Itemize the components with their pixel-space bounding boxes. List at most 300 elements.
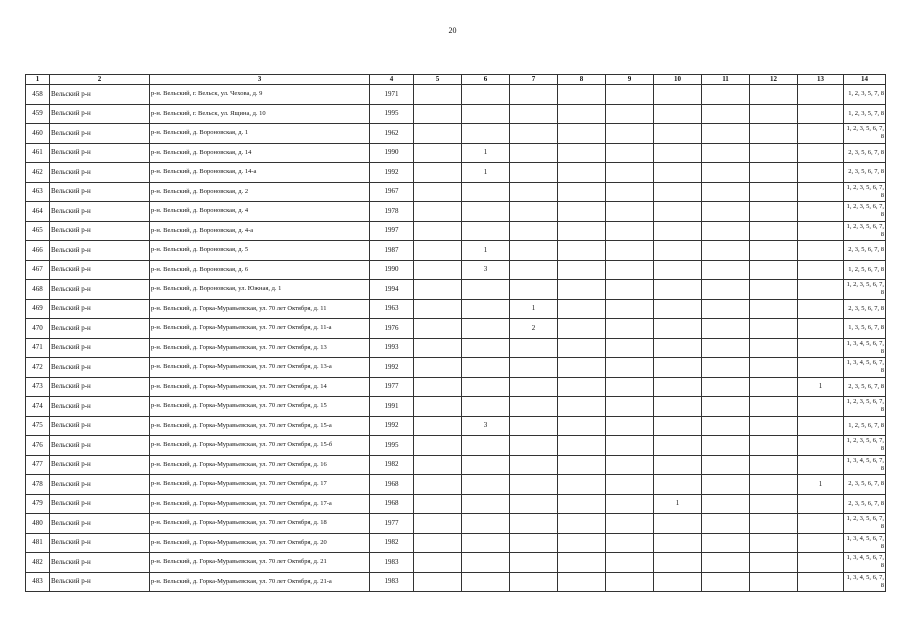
year-cell: 1994 [370, 280, 414, 300]
table-row [26, 182, 886, 202]
col5-cell [414, 260, 462, 280]
col12-cell [750, 202, 798, 222]
col8-cell [558, 124, 606, 144]
col13-cell [798, 124, 844, 144]
col10-cell [654, 260, 702, 280]
col5-cell [414, 124, 462, 144]
address-cell: р-н. Вельский, д. Горка-Муравьевская, ул. 70 лет Октября, д. 21 [150, 553, 370, 573]
col12-cell [750, 143, 798, 163]
col8-cell [558, 572, 606, 592]
col7-cell [510, 260, 558, 280]
col10-cell [654, 533, 702, 553]
col5-cell [414, 299, 462, 319]
col12-cell [750, 416, 798, 436]
col6-cell [462, 319, 510, 339]
col8-cell [558, 416, 606, 436]
col5-cell [414, 358, 462, 378]
district-cell: Вельский р-н [50, 163, 150, 183]
col8-cell [558, 553, 606, 573]
col10-cell [654, 143, 702, 163]
col8-cell [558, 221, 606, 241]
row-number: 476 [26, 436, 50, 456]
col9-cell [606, 455, 654, 475]
address-cell: р-н. Вельский, д. Горка-Муравьевская, ул. 70 лет Октября, д. 11-а [150, 319, 370, 339]
col8-cell [558, 319, 606, 339]
col14-cell: 1, 3, 5, 6, 7, 8 [844, 319, 886, 339]
col12-cell [750, 494, 798, 514]
col14-cell: 2, 3, 5, 6, 7, 8 [844, 494, 886, 514]
col7-cell [510, 416, 558, 436]
col11-cell [702, 260, 750, 280]
col7-cell: 1 [510, 299, 558, 319]
col8-cell [558, 358, 606, 378]
year-cell: 1971 [370, 85, 414, 105]
col12-cell [750, 85, 798, 105]
col12-cell [750, 260, 798, 280]
district-cell: Вельский р-н [50, 553, 150, 573]
col12-cell [750, 475, 798, 495]
col9-cell [606, 475, 654, 495]
col14-cell: 2, 3, 5, 6, 7, 8 [844, 241, 886, 261]
col12-cell [750, 455, 798, 475]
district-cell: Вельский р-н [50, 221, 150, 241]
year-cell: 1977 [370, 377, 414, 397]
col11-cell [702, 572, 750, 592]
col10-cell [654, 319, 702, 339]
district-cell: Вельский р-н [50, 397, 150, 417]
table-row [26, 338, 886, 358]
row-number: 480 [26, 514, 50, 534]
col6-cell [462, 104, 510, 124]
col14-cell: 2, 3, 5, 6, 7, 8 [844, 163, 886, 183]
district-cell: Вельский р-н [50, 280, 150, 300]
year-cell: 1983 [370, 572, 414, 592]
table-row [26, 377, 886, 397]
col10-cell [654, 241, 702, 261]
year-cell: 1992 [370, 163, 414, 183]
col5-cell [414, 241, 462, 261]
col8-cell [558, 533, 606, 553]
col12-cell [750, 241, 798, 261]
col6-cell [462, 514, 510, 534]
col8-cell [558, 85, 606, 105]
table-row [26, 533, 886, 553]
district-cell: Вельский р-н [50, 299, 150, 319]
col13-cell [798, 85, 844, 105]
col10-cell [654, 553, 702, 573]
table-row [26, 163, 886, 183]
address-cell: р-н. Вельский, д. Горка-Муравьевская, ул. 70 лет Октября, д. 17-а [150, 494, 370, 514]
col10-cell [654, 455, 702, 475]
col9-cell [606, 85, 654, 105]
district-cell: Вельский р-н [50, 358, 150, 378]
year-cell: 1993 [370, 338, 414, 358]
col7-cell [510, 104, 558, 124]
col9-cell [606, 494, 654, 514]
col13-cell [798, 241, 844, 261]
col13-cell [798, 514, 844, 534]
address-cell: р-н. Вельский, д. Вороновская, д. 14-а [150, 163, 370, 183]
row-number: 473 [26, 377, 50, 397]
col11-cell [702, 299, 750, 319]
col9-cell [606, 221, 654, 241]
column-header-2: 2 [50, 75, 150, 85]
col5-cell [414, 494, 462, 514]
col10-cell [654, 572, 702, 592]
row-number: 461 [26, 143, 50, 163]
column-header-5: 5 [414, 75, 462, 85]
column-header-9: 9 [606, 75, 654, 85]
col7-cell [510, 533, 558, 553]
column-header-13: 13 [798, 75, 844, 85]
col9-cell [606, 436, 654, 456]
col14-cell: 1, 3, 4, 5, 6, 7, 8 [844, 572, 886, 592]
col10-cell [654, 280, 702, 300]
district-cell: Вельский р-н [50, 514, 150, 534]
col9-cell [606, 104, 654, 124]
col5-cell [414, 338, 462, 358]
col14-cell: 1, 3, 4, 5, 6, 7, 8 [844, 455, 886, 475]
col9-cell [606, 377, 654, 397]
col7-cell [510, 436, 558, 456]
col6-cell [462, 182, 510, 202]
col14-cell: 1, 2, 3, 5, 6, 7, 8 [844, 514, 886, 534]
address-cell: р-н. Вельский, д. Горка-Муравьевская, ул. 70 лет Октября, д. 14 [150, 377, 370, 397]
district-cell: Вельский р-н [50, 143, 150, 163]
col5-cell [414, 163, 462, 183]
year-cell: 1995 [370, 104, 414, 124]
address-cell: р-н. Вельский, д. Горка-Муравьевская, ул. 70 лет Октября, д. 15-а [150, 416, 370, 436]
row-number: 470 [26, 319, 50, 339]
col9-cell [606, 397, 654, 417]
year-cell: 1962 [370, 124, 414, 144]
col7-cell [510, 338, 558, 358]
col9-cell [606, 241, 654, 261]
year-cell: 1997 [370, 221, 414, 241]
header-row [26, 75, 886, 85]
col13-cell [798, 436, 844, 456]
col7-cell [510, 85, 558, 105]
col12-cell [750, 338, 798, 358]
table-body [26, 85, 886, 592]
col14-cell: 1, 2, 3, 5, 7, 8 [844, 104, 886, 124]
col6-cell [462, 280, 510, 300]
column-header-14: 14 [844, 75, 886, 85]
col5-cell [414, 221, 462, 241]
district-cell: Вельский р-н [50, 455, 150, 475]
table-header [26, 75, 886, 85]
col9-cell [606, 280, 654, 300]
col13-cell [798, 358, 844, 378]
column-header-11: 11 [702, 75, 750, 85]
col7-cell [510, 202, 558, 222]
col9-cell [606, 338, 654, 358]
district-cell: Вельский р-н [50, 202, 150, 222]
table-row [26, 494, 886, 514]
col10-cell [654, 163, 702, 183]
col14-cell: 1, 3, 4, 5, 6, 7, 8 [844, 553, 886, 573]
col13-cell: 1 [798, 475, 844, 495]
col6-cell [462, 377, 510, 397]
address-cell: р-н. Вельский, д. Вороновская, д. 14 [150, 143, 370, 163]
district-cell: Вельский р-н [50, 124, 150, 144]
table-row [26, 241, 886, 261]
col8-cell [558, 163, 606, 183]
col9-cell [606, 163, 654, 183]
col7-cell [510, 182, 558, 202]
col10-cell [654, 514, 702, 534]
col14-cell: 2, 3, 5, 6, 7, 8 [844, 475, 886, 495]
table-row [26, 280, 886, 300]
col12-cell [750, 436, 798, 456]
col8-cell [558, 241, 606, 261]
col11-cell [702, 124, 750, 144]
col9-cell [606, 319, 654, 339]
district-cell: Вельский р-н [50, 182, 150, 202]
row-number: 481 [26, 533, 50, 553]
col5-cell [414, 85, 462, 105]
col14-cell: 2, 3, 5, 6, 7, 8 [844, 377, 886, 397]
col9-cell [606, 553, 654, 573]
table-row [26, 202, 886, 222]
col12-cell [750, 280, 798, 300]
col8-cell [558, 182, 606, 202]
col12-cell [750, 397, 798, 417]
year-cell: 1983 [370, 553, 414, 573]
column-header-6: 6 [462, 75, 510, 85]
col7-cell: 2 [510, 319, 558, 339]
table-row [26, 104, 886, 124]
table-row [26, 553, 886, 573]
district-cell: Вельский р-н [50, 85, 150, 105]
col8-cell [558, 299, 606, 319]
col13-cell [798, 202, 844, 222]
year-cell: 1967 [370, 182, 414, 202]
year-cell: 1968 [370, 475, 414, 495]
col10-cell: 1 [654, 494, 702, 514]
col13-cell [798, 163, 844, 183]
col14-cell: 1, 2, 3, 5, 7, 8 [844, 85, 886, 105]
col9-cell [606, 416, 654, 436]
table-row [26, 514, 886, 534]
column-header-8: 8 [558, 75, 606, 85]
col14-cell: 1, 2, 3, 5, 6, 7, 8 [844, 124, 886, 144]
year-cell: 1995 [370, 436, 414, 456]
col9-cell [606, 260, 654, 280]
address-cell: р-н. Вельский, д. Вороновская, д. 6 [150, 260, 370, 280]
row-number: 475 [26, 416, 50, 436]
col7-cell [510, 494, 558, 514]
address-cell: р-н. Вельский, д. Горка-Муравьевская, ул. 70 лет Октября, д. 20 [150, 533, 370, 553]
district-cell: Вельский р-н [50, 436, 150, 456]
district-cell: Вельский р-н [50, 260, 150, 280]
address-cell: р-н. Вельский, д. Горка-Муравьевская, ул. 70 лет Октября, д. 16 [150, 455, 370, 475]
col12-cell [750, 221, 798, 241]
col14-cell: 1, 2, 3, 5, 6, 7, 8 [844, 280, 886, 300]
col8-cell [558, 436, 606, 456]
year-cell: 1976 [370, 319, 414, 339]
address-cell: р-н. Вельский, д. Горка-Муравьевская, ул. 70 лет Октября, д. 15 [150, 397, 370, 417]
col6-cell [462, 358, 510, 378]
col9-cell [606, 533, 654, 553]
page-number: 20 [448, 26, 457, 35]
col5-cell [414, 533, 462, 553]
col8-cell [558, 338, 606, 358]
address-cell: р-н. Вельский, д. Горка-Муравьевская, ул. 70 лет Октября, д. 15-б [150, 436, 370, 456]
col14-cell: 1, 2, 3, 5, 6, 7, 8 [844, 202, 886, 222]
address-cell: р-н. Вельский, д. Горка-Муравьевская, ул. 70 лет Октября, д. 13 [150, 338, 370, 358]
col6-cell [462, 475, 510, 495]
col9-cell [606, 358, 654, 378]
col11-cell [702, 280, 750, 300]
col7-cell [510, 241, 558, 261]
col6-cell [462, 338, 510, 358]
col5-cell [414, 319, 462, 339]
row-number: 463 [26, 182, 50, 202]
col10-cell [654, 436, 702, 456]
row-number: 464 [26, 202, 50, 222]
col7-cell [510, 455, 558, 475]
col13-cell: 1 [798, 377, 844, 397]
col7-cell [510, 358, 558, 378]
col8-cell [558, 494, 606, 514]
col11-cell [702, 143, 750, 163]
row-number: 474 [26, 397, 50, 417]
table-row [26, 299, 886, 319]
col12-cell [750, 572, 798, 592]
district-cell: Вельский р-н [50, 104, 150, 124]
row-number: 462 [26, 163, 50, 183]
row-number: 477 [26, 455, 50, 475]
row-number: 472 [26, 358, 50, 378]
col14-cell: 2, 3, 5, 6, 7, 8 [844, 143, 886, 163]
col9-cell [606, 514, 654, 534]
col12-cell [750, 319, 798, 339]
col10-cell [654, 124, 702, 144]
district-cell: Вельский р-н [50, 572, 150, 592]
address-cell: р-н. Вельский, д. Вороновская, д. 4 [150, 202, 370, 222]
col6-cell [462, 202, 510, 222]
col11-cell [702, 221, 750, 241]
col9-cell [606, 572, 654, 592]
col5-cell [414, 143, 462, 163]
col11-cell [702, 377, 750, 397]
col6-cell: 1 [462, 163, 510, 183]
col5-cell [414, 280, 462, 300]
year-cell: 1992 [370, 358, 414, 378]
table-row [26, 143, 886, 163]
table-row [26, 358, 886, 378]
col13-cell [798, 494, 844, 514]
col13-cell [798, 260, 844, 280]
district-cell: Вельский р-н [50, 338, 150, 358]
col14-cell: 1, 2, 3, 5, 6, 7, 8 [844, 182, 886, 202]
col10-cell [654, 104, 702, 124]
col7-cell [510, 143, 558, 163]
address-cell: р-н. Вельский, д. Горка-Муравьевская, ул. 70 лет Октября, д. 13-а [150, 358, 370, 378]
address-cell: р-н. Вельский, д. Вороновская, д. 5 [150, 241, 370, 261]
col6-cell [462, 455, 510, 475]
row-number: 479 [26, 494, 50, 514]
col10-cell [654, 397, 702, 417]
col6-cell [462, 553, 510, 573]
address-cell: р-н. Вельский, д. Вороновская, д. 1 [150, 124, 370, 144]
col13-cell [798, 572, 844, 592]
column-header-10: 10 [654, 75, 702, 85]
col11-cell [702, 553, 750, 573]
district-cell: Вельский р-н [50, 241, 150, 261]
row-number: 468 [26, 280, 50, 300]
year-cell: 1991 [370, 397, 414, 417]
col6-cell [462, 124, 510, 144]
col7-cell [510, 514, 558, 534]
col9-cell [606, 299, 654, 319]
col6-cell [462, 533, 510, 553]
row-number: 471 [26, 338, 50, 358]
district-cell: Вельский р-н [50, 494, 150, 514]
year-cell: 1963 [370, 299, 414, 319]
row-number: 465 [26, 221, 50, 241]
col10-cell [654, 338, 702, 358]
row-number: 469 [26, 299, 50, 319]
year-cell: 1990 [370, 143, 414, 163]
col7-cell [510, 221, 558, 241]
col12-cell [750, 553, 798, 573]
col5-cell [414, 553, 462, 573]
col14-cell: 1, 2, 5, 6, 7, 8 [844, 260, 886, 280]
address-cell: р-н. Вельский, д. Вороновская, д. 4-а [150, 221, 370, 241]
col5-cell [414, 377, 462, 397]
table-row [26, 124, 886, 144]
col8-cell [558, 397, 606, 417]
col8-cell [558, 475, 606, 495]
col8-cell [558, 455, 606, 475]
col6-cell [462, 397, 510, 417]
col14-cell: 1, 2, 3, 5, 6, 7, 8 [844, 221, 886, 241]
col11-cell [702, 338, 750, 358]
col13-cell [798, 455, 844, 475]
col10-cell [654, 475, 702, 495]
table-row [26, 436, 886, 456]
address-cell: р-н. Вельский, д. Вороновская, ул. Южная, д. 1 [150, 280, 370, 300]
row-number: 478 [26, 475, 50, 495]
col12-cell [750, 182, 798, 202]
col11-cell [702, 241, 750, 261]
col6-cell: 3 [462, 416, 510, 436]
col8-cell [558, 202, 606, 222]
year-cell: 1982 [370, 533, 414, 553]
year-cell: 1978 [370, 202, 414, 222]
col11-cell [702, 455, 750, 475]
col8-cell [558, 104, 606, 124]
col10-cell [654, 202, 702, 222]
col12-cell [750, 377, 798, 397]
col10-cell [654, 221, 702, 241]
table-row [26, 416, 886, 436]
col6-cell [462, 494, 510, 514]
col13-cell [798, 280, 844, 300]
col11-cell [702, 202, 750, 222]
column-header-7: 7 [510, 75, 558, 85]
row-number: 460 [26, 124, 50, 144]
column-header-1: 1 [26, 75, 50, 85]
col7-cell [510, 475, 558, 495]
address-cell: р-н. Вельский, д. Горка-Муравьевская, ул. 70 лет Октября, д. 18 [150, 514, 370, 534]
row-number: 467 [26, 260, 50, 280]
address-cell: р-н. Вельский, г. Вельск, ул. Чехова, д. 9 [150, 85, 370, 105]
col9-cell [606, 202, 654, 222]
col13-cell [798, 143, 844, 163]
